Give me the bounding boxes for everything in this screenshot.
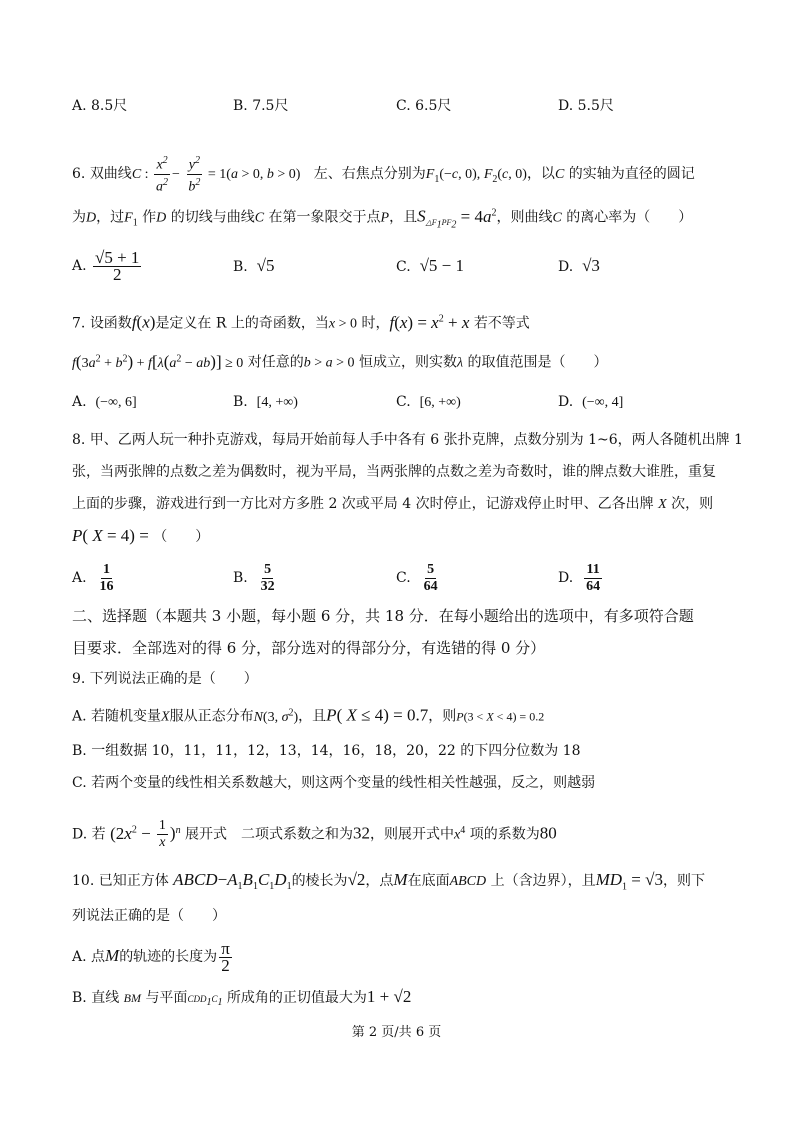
q9-title: 9. 下列说法正确的是（ ） <box>72 671 258 687</box>
q7-line-1: 7. 设函数f(x)是定义在 R 上的奇函数，当x > 0 时，$f(x) = x^2 + x$ 若不等式 <box>72 312 530 332</box>
option-label: B. <box>233 570 248 586</box>
q7-option-a: A. (−∞, 6] <box>72 394 137 410</box>
q6-text: 的离心率为（ ） <box>566 209 693 226</box>
option-label: D. <box>558 394 574 410</box>
q6-option-b: B. √5 <box>233 256 275 275</box>
q9-text: ，则 <box>428 708 457 725</box>
q6-text: 的实轴为直径的圆记 <box>568 166 695 183</box>
q10-line-1: 10. 已知正方体 $ABCD-A_1B_1C_1D_1$的棱长为√2，点M在底面ABCD 上（含边界），且$MD_1 = √3$，则下 <box>72 870 705 893</box>
q10-text: 在底面 <box>407 873 450 889</box>
option-label: A. <box>72 394 87 410</box>
y2-over-b2: $\frac{y^2}{b^2}$ <box>188 155 201 195</box>
q8-text: 次，则 <box>671 496 714 512</box>
q10-text: ，点 <box>365 873 394 889</box>
q10-text: 所成角的正切值最大为 <box>226 990 367 1006</box>
q7-text: 是定义在 R 上的奇函数，当 <box>155 315 329 332</box>
q6-text: 的切线与曲线 <box>170 209 255 226</box>
q7-option-c: C. [6, +∞) <box>396 394 461 410</box>
q10-text: ，则下 <box>662 873 705 889</box>
q7-option-d: D. (−∞, 4] <box>558 394 624 410</box>
q5-option-d: D. 5.5尺 <box>558 98 614 114</box>
q6-line-2: 为D，过$F_1$ 作D 的切线与曲线C 在第一象限交于点P，且$S_{\triangle F_1PF_2} = 4a^2$，则曲线C 的离心率为（ ） <box>72 206 693 232</box>
option-label: D. <box>558 259 574 275</box>
option-label: C. <box>396 570 411 586</box>
q9-option-b: B. 一组数据 10，11，11，12，13，14，16，18，20，22 的下四分位数为 18 <box>72 743 581 759</box>
q10-text: 的轨迹的长度为 <box>119 949 218 965</box>
option-label: A. <box>72 258 87 274</box>
q7-text: 若不等式 <box>473 315 530 332</box>
q6-line-1: 6. 双曲线C : $\frac{x^2}{a^2}$ − $\frac{y^2}{b^2}$ = 1(a > 0, b > 0) 左、右焦点分别为$F_1(-c$, 0), $F_2(c$, 0)，以C 的实轴为直径的圆记 <box>72 155 695 195</box>
q10-text: 的棱长为 <box>291 873 348 889</box>
q6-text: ，以 <box>526 166 555 183</box>
q5-option-a: A. 8.5尺 <box>72 98 128 114</box>
q10-line-2: 列说法正确的是（ ） <box>72 908 226 924</box>
q8-line-4: P( X = 4) = （ ） <box>72 526 210 545</box>
option-label: C. <box>396 259 411 275</box>
q9-option-d: D. 若 ($2x^2$ − $\frac{1}{x}$ )$^n$ 展开式 二项式系数之和为32，则展开式中$x^4$ 项的系数为80 <box>72 818 557 851</box>
q7-text: 设函数 <box>89 315 132 332</box>
q6-text: ，且 <box>389 209 418 226</box>
q10-option-b: B. 直线 BM 与平面$CDD_1C_1$ 所成角的正切值最大为1 + √2 <box>72 987 412 1008</box>
q5-option-c: C. 6.5尺 <box>396 98 452 114</box>
q7-text: 的取值范围是（ ） <box>467 354 608 371</box>
q6-number: 6. <box>72 166 86 183</box>
q6-text: 作 <box>142 209 157 226</box>
q6-option-a: A. $\frac{√5 + 1}{2}$ <box>72 247 140 284</box>
q10-text: 10. 已知正方体 <box>72 873 169 889</box>
q5-option-b: B. 7.5尺 <box>233 98 289 114</box>
q9-text: ，且 <box>298 708 327 725</box>
q10-text: A. 点 <box>72 949 106 965</box>
option-label: C. <box>396 394 411 410</box>
page-footer: 第 2 页/共 6 页 <box>351 1025 442 1040</box>
option-label: D. <box>558 570 574 586</box>
q8-line-2: 张，当两张牌的点数之差为偶数时，视为平局，当两张牌的点数之差为奇数时，谁的牌点数大谁胜，重复 <box>72 464 716 480</box>
q6-text: ，则曲线 <box>496 209 553 226</box>
q9-text: 服从正态分布 <box>169 708 254 725</box>
q6-option-c: C. √5 − 1 <box>396 256 464 275</box>
q6-text: 左、右焦点分别为 <box>313 166 426 183</box>
q8-line-3: 上面的步骤，游戏进行到一方比对方多胜 2 次或平局 4 次时停止，记游戏停止时甲、乙各出牌 X 次，则 <box>72 496 714 512</box>
q7-line-2: $f(3a^2 + b^2) + f[\lambda(a^2 - ab)] \ge 0$ 对任意的b > a > 0 恒成立，则实数λ 的取值范围是（ ） <box>72 351 608 371</box>
q10-option-a: A. 点M的轨迹的长度为 $\frac{\pi}{2}$ <box>72 938 230 975</box>
q10-text: 上（含边界），且 <box>490 873 596 889</box>
option-label: B. <box>233 394 248 410</box>
section-2-header-line-2: 目要求．全部选对的得 6 分，部分选对的得部分分，有选错的得 0 分） <box>72 639 546 657</box>
q8-option-c: C. $\frac{5}{64}$ <box>396 561 438 594</box>
q8-option-a: A. $\frac{1}{16}$ <box>72 561 114 594</box>
option-label: A. <box>72 570 87 586</box>
q7-text: 时， <box>361 315 390 332</box>
q9-text: 项的系数为 <box>469 826 540 843</box>
q8-text: （ ） <box>153 529 210 545</box>
q8-line-1: 8. 甲、乙两人玩一种扑克游戏，每局开始前每人手中各有 6 张扑克牌，点数分别为 1~6，两人各随机出牌 1 <box>72 432 743 448</box>
q7-text: 对任意的 <box>247 354 304 371</box>
q6-text: 为 <box>72 209 86 226</box>
q6-text: 在第一象限交于点 <box>268 209 381 226</box>
q10-text: 与平面 <box>145 990 188 1006</box>
q8-text: 上面的步骤，游戏进行到一方比对方多胜 2 次或平局 4 次时停止，记游戏停止时甲、乙各出牌 <box>72 496 654 512</box>
q9-text: A. 若随机变量 <box>72 708 162 725</box>
section-2-header-line-1: 二、选择题（本题共 3 小题，每小题 6 分，共 18 分．在每小题给出的选项中，有多项符合题 <box>72 607 694 625</box>
q8-option-d: D. $\frac{11}{64}$ <box>558 561 601 594</box>
q9-text: D. 若 <box>72 826 106 843</box>
q9-text: 展开式 二项式系数之和为 <box>185 826 354 843</box>
q8-option-b: B. $\frac{5}{32}$ <box>233 561 275 594</box>
q9-option-c: C. 若两个变量的线性相关系数越大，则这两个变量的线性相关性越强，反之，则越弱 <box>72 775 596 791</box>
q6-text: ，过 <box>96 209 125 226</box>
option-label: B. <box>233 259 248 275</box>
q10-text: B. 直线 <box>72 990 120 1006</box>
q6-text: 双曲线 <box>89 166 132 183</box>
q9-text: ，则展开式中 <box>370 826 455 843</box>
x2-over-a2: $\frac{x^2}{a^2}$ <box>156 155 169 195</box>
q9-option-a: A. 若随机变量X服从正态分布N(3, $\sigma^2$)，且P( X ≤ 4) = 0.7，则P(3 < X < 4) = 0.2 <box>72 705 545 725</box>
q7-option-b: B. [4, +∞) <box>233 394 298 410</box>
q7-text: 恒成立，则实数 <box>359 354 458 371</box>
q6-option-d: D. √3 <box>558 256 600 275</box>
q7-number: 7. <box>72 315 86 332</box>
